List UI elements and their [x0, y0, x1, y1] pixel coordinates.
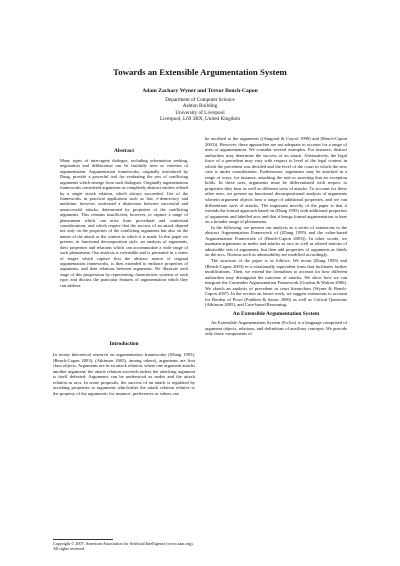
- affiliation-line: Liverpool, L69 3BX, United Kingdom: [159, 116, 241, 123]
- introduction-body: [53, 352, 195, 396]
- copyright-notice: [53, 541, 195, 551]
- abstract-body: [60, 158, 188, 288]
- right-column: [205, 136, 347, 337]
- affiliation-line: Ashton Building: [182, 103, 218, 110]
- body-paragraph: An Extensible Argumentation System (ExArs) is a language comprised of argument objects, relations, and definitions of auxiliary concepts. We provide only those components of: [205, 319, 347, 337]
- paper-authors: Adam Zachary Wyner and Trevor Bench-Capon: [142, 88, 258, 94]
- body-paragraph: be ascribed to the arguments ((Amgoud & Cayrol 1998) and (Bench-Capon 2003)). However, these approaches are not adequate to account for a range of uses of argumentation. We consider several examples. For instance, distinct authorities may determine the success of an attack. Alternatively, the legal force of a precedent may vary with respect to level of the legal context in which the precedent was decided and the level of the court in which the new case is under consideration. Furthermore, arguments may be attacked in a range of ways, for instance, attacking the rule or asserting that an exception holds. In these uses, arguments must be differentiated with respect to properties they bear as well as different sorts of attacks. To account for these other uses, we present an functional decompositional analysis of arguments wherein argument objects bear a range of additional properties, and we can differentiate sorts of attacks. The important novelty of the paper is that it extends the formal approach based on (Dung 1995) with additional properties of arguments and labelled arcs and that it brings formal argumentation to bear on a broader range of phenomena.: [205, 136, 347, 225]
- introduction-text: In recent theoretical research on argumentation frameworks ((Dung 1995), (Bench-Capon 2003), (Atkinson 2005), among others), arguments are first class objects. Arguments are in an attack relation, where one argument attacks another argument; the attack relation succeeds unless the attacking argument is itself defeated. Arguments can be understood as nodes and the attack relation as arcs. In some proposals, the success of an attack is regulated by ascribing properties to arguments which/after the attack relation relative to the property of the arguments; for instance, preferences or values can: [53, 352, 195, 396]
- footnote-rule: [53, 539, 113, 540]
- body-paragraph: In the following, we present our analysis as a series of extensions to the abstract Argumentation Framework of ((Dung 1995) and the value-based Argumentation Framework of (Bench-Capon 2003)). In other words, we maintain arguments as nodes and attacks as arcs as well as related notions of admissible sets of arguments, but then add properties of arguments as labels on the arcs. Notions such as admissibility are modified accordingly.: [205, 224, 347, 258]
- paper-title: Towards an Extensible Argumentation System: [113, 67, 287, 77]
- affiliation: [0, 97, 400, 123]
- introduction-heading: Introduction: [109, 341, 139, 347]
- affiliation-line: Department of Computer Science: [165, 97, 235, 103]
- abstract-heading: Abstract: [113, 148, 135, 154]
- section-heading: An Extensible Argumentation System: [232, 310, 320, 317]
- abstract-text: Many types of inter-agent dialogue, including information seeking, negotiation and deliberation can be fruitfully seen as varieties of argumentation. Argumentation frameworks, originally introduced by Dung, provide a powerful tool for evaluating the sets of conflicting arguments which emerge from such dialogues. Originally argumentation frameworks considered arguments as completely abstract entities related by a single attack relation, which always succeeded. Use of the frameworks in practical application such as law, e-democracy and medicine, however, motivated a distinction between successful and unsuccessful attacks, determined by properties of the conflicting arguments. This remains insufficient, however, to capture a range of phenomena which can arise from procedural and contextual considerations, and which require that the success of an attack depend not only on the properties of the conflicting arguments but also on the nature of the attack or the context in which it is made. In this paper we present, in functional decomposition style, an analysis of arguments, their properties and relations which can accommodate a wide range of such phenomena. Our analysis is extensible and is presented in a series of stages which capture first the abstract notion of original argumentation frameworks, is then extended to embrace properties of arguments, and then relations between arguments. We illustrate each stage of this progression by representing characteristic systems of each type, and discuss the particular features of argumentation which they can address.: [60, 158, 188, 288]
- copyright-text: Copyright © 2007, American Association for Artificial Intelligence (www.aaai.org). All rights reserved.: [53, 541, 194, 552]
- body-paragraph: The structure of the paper is as follows. We recast (Dung 1995) and (Bench-Capon 2003) in a notationally equivalent form that facilitates further modifications. Then, we extend the formalism to account for how different authorities may distinguish the outcome of attacks. We show how we can integrate the Carneades Argumentation Framework (Gordon & Walton 2006). We sketch an analysis of precedent in court hierarchies (Wyner & Bench-Capon 2007). In the section on future work, we suggest extensions to account for Burden of Proof (Prakken & Sartor 2006) as well as Critical Questions (Atkinson 2005), and Case-based Reasoning.: [205, 258, 347, 308]
- affiliation-line: University of Liverpool: [175, 109, 225, 116]
